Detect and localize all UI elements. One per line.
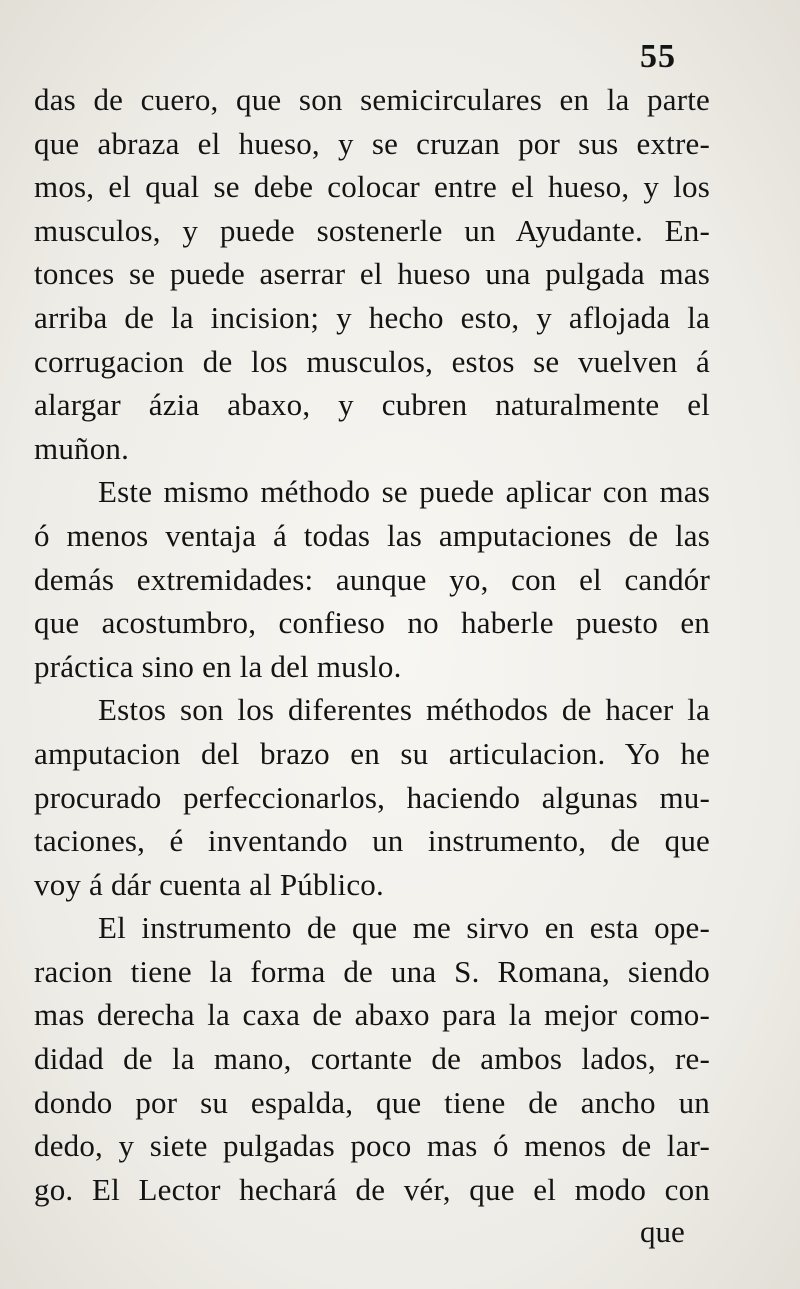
text-line: go. El Lector hechará de vér, que el modo con [34,1171,710,1207]
text-line: que abraza el hueso, y se cruzan por sus extre- [34,125,710,161]
text-line: Estos son los diferentes méthodos de hacer la [98,692,710,728]
text-line: musculos, y puede sostenerle un Ayudante. En- [34,212,710,248]
text-line: didad de la mano, cortante de ambos lados, re- [34,1041,710,1077]
text-line: corrugacion de los musculos, estos se vuelven á [34,343,710,379]
text-line: mas derecha la caxa de abaxo para la mejor como- [34,997,710,1033]
text-line: demás extremidades: aunque yo, con el candór [34,561,710,597]
text-line: taciones, é inventando un instrumento, de que [34,823,710,859]
text-line: que acostumbro, confieso no haberle puesto en [34,605,710,641]
text-line: dondo por su espalda, que tiene de ancho un [34,1084,710,1120]
text-line: racion tiene la forma de una S. Romana, siendo [34,953,710,989]
text-line: voy á dár cuenta al Público. [34,866,384,902]
text-line: tonces se puede aserrar el hueso una pulgada mas [34,256,710,292]
text-line: práctica sino en la del muslo. [34,648,402,684]
text-line: Este mismo méthodo se puede aplicar con mas [98,474,710,510]
text-line: alargar ázia abaxo, y cubren naturalmente el [34,387,710,423]
page-number: 55 [640,38,676,75]
text-line: ó menos ventaja á todas las amputaciones de las [34,517,710,553]
text-line: das de cuero, que son semicirculares en la parte [34,82,710,117]
text-line: muñon. [34,430,130,466]
text-line: amputacion del brazo en su articulacion. Yo he [34,735,710,771]
catchword: que [640,1214,685,1249]
body-text [34,78,710,1211]
text-line: El instrumento de que me sirvo en esta ope- [98,910,710,946]
text-line: dedo, y siete pulgadas poco mas ó menos de lar- [34,1128,710,1164]
text-line: arriba de la incision; y hecho esto, y aflojada la [34,299,710,335]
text-line: procurado perfeccionarlos, haciendo algunas mu- [34,779,710,815]
text-line: mos, el qual se debe colocar entre el hueso, y los [34,169,710,205]
